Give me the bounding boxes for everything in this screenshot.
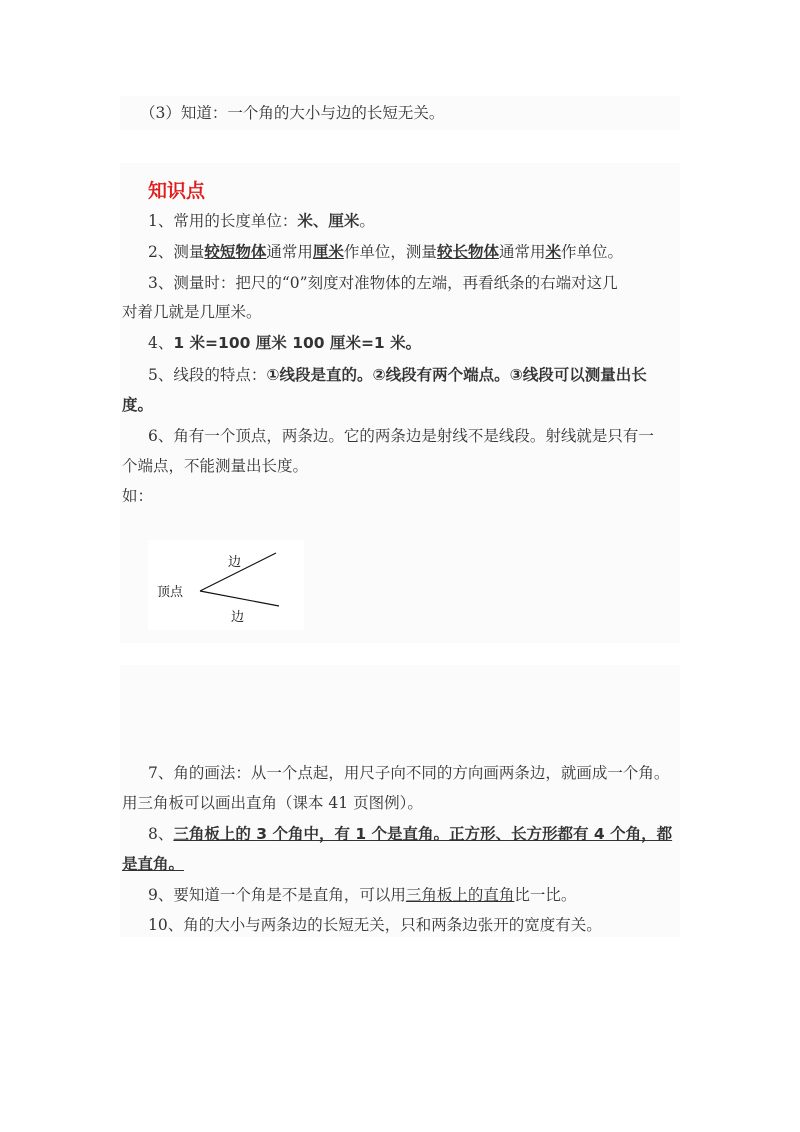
section-title: 知识点: [148, 180, 206, 202]
item-4-bold: 1 米=100 厘米 100 厘米=1 米。: [173, 334, 422, 352]
item-2-b4: 米: [545, 243, 561, 261]
angle-diagram-svg: [148, 540, 304, 630]
item-2: [148, 241, 623, 263]
item-6-line-3: 如：: [122, 487, 154, 505]
item-7-line-2: 用三角板可以画出直角（课本 41 页图例）。: [122, 794, 423, 812]
item-2-b2: 厘米: [312, 243, 344, 261]
angle-edge-bottom: [200, 591, 279, 606]
item-5-line-2: 度。: [122, 396, 154, 414]
item-2-p4: 通常用: [498, 243, 546, 261]
item-9-p2: 比一比。: [514, 886, 577, 904]
item-2-b1: 较短物体: [204, 243, 267, 261]
item-1-prefix: 1、常用的长度单位：: [148, 212, 298, 230]
item-6-line-1: 6、角有一个顶点，两条边。它的两条边是射线不是线段。射线就是只有一: [148, 427, 654, 445]
item-6-line-2: 个端点，不能测量出长度。: [122, 457, 309, 475]
item-9-underlined: 三角板上的直角: [405, 886, 515, 904]
item-8-line-1: [148, 823, 672, 845]
item-8-prefix: 8、: [148, 825, 174, 843]
item-5-line-1: [148, 364, 647, 386]
item-5-bold-1: ①线段是直的。②线段有两个端点。③线段可以测量出长: [266, 366, 647, 384]
top-note: （3）知道：一个角的大小与边的长短无关。: [140, 104, 445, 122]
item-4-prefix: 4、: [148, 334, 174, 352]
item-9: [148, 884, 576, 906]
item-2-p2: 通常用: [266, 243, 313, 261]
item-5-prefix: 5、线段的特点：: [148, 366, 267, 384]
item-1-suffix: 。: [359, 212, 375, 230]
item-10: 10、角的大小与两条边的长短无关，只和两条边张开的宽度有关。: [148, 916, 602, 934]
edge-bottom-label: 边: [231, 610, 245, 625]
item-8-line-2: 是直角。: [122, 855, 185, 873]
vertex-label: 顶点: [157, 585, 184, 600]
item-4: [148, 332, 421, 354]
item-3-line-1: 3、测量时：把尺的“0”刻度对准物体的左端，再看纸条的右端对这几: [148, 274, 618, 292]
item-2-p3: 作单位，测量: [343, 243, 437, 261]
angle-diagram: [148, 540, 304, 630]
item-9-p1: 9、要知道一个角是不是直角，可以用: [148, 886, 406, 904]
item-2-b3: 较长物体: [436, 243, 499, 261]
item-1-bold: 米、厘米: [297, 212, 360, 230]
item-2-p1: 2、测量: [148, 243, 205, 261]
item-3-line-2: 对着几就是几厘米。: [122, 303, 262, 321]
item-1: [148, 210, 375, 232]
item-7-line-1: 7、角的画法：从一个点起，用尺子向不同的方向画两条边，就画成一个角。: [148, 764, 670, 782]
item-8-bold-1: 三角板上的 3 个角中，有 1 个是直角。正方形、长方形都有 4 个角，都: [173, 825, 673, 843]
edge-top-label: 边: [228, 555, 242, 570]
item-2-p5: 作单位。: [560, 243, 623, 261]
